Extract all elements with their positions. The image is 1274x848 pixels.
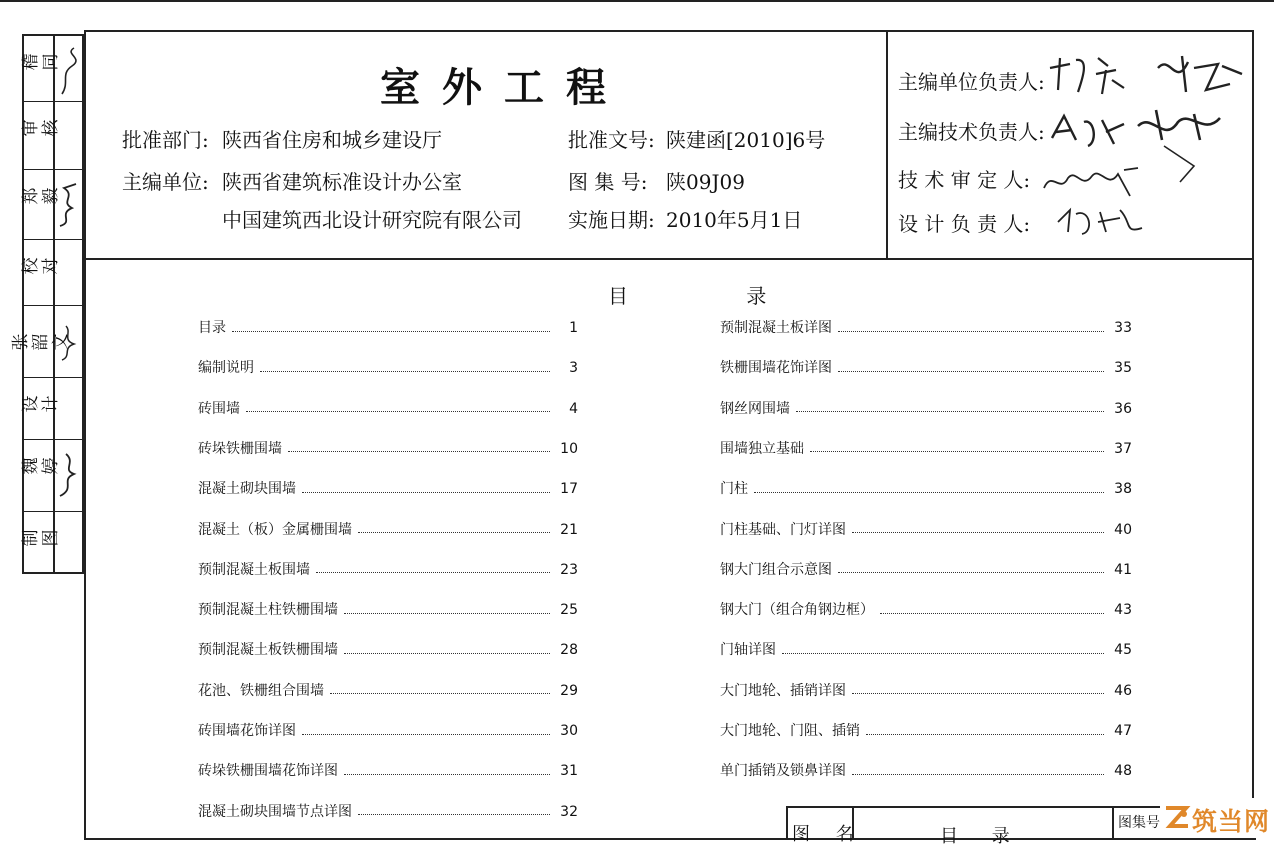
toc-entry-page: 43 — [1114, 602, 1132, 619]
approval-no-label: 批准文号: — [568, 128, 655, 152]
toc-leader-dots — [344, 774, 550, 775]
toc-leader-dots — [838, 331, 1104, 332]
toc-entry — [198, 439, 578, 459]
toc-entry-page: 4 — [569, 400, 578, 417]
toc-entry-page: 10 — [560, 440, 578, 457]
toc-entry — [198, 358, 578, 378]
toc-entry — [198, 761, 578, 781]
toc-entry-page: 17 — [560, 481, 578, 498]
toc-leader-dots — [852, 693, 1104, 694]
toc-entry-page: 36 — [1114, 400, 1132, 417]
toc-entry-title: 混凝土砌块围墙节点详图 — [198, 803, 352, 820]
title-block-divider — [1112, 806, 1114, 838]
signature-image — [56, 44, 80, 98]
signature-image — [56, 314, 80, 368]
signoff-sidebar — [11, 34, 84, 574]
toc-entry-page: 46 — [1114, 682, 1132, 699]
sidebar-row — [21, 36, 82, 102]
toc-entry-title: 门柱 — [720, 481, 748, 498]
sidebar-label: 稽 同 — [21, 53, 61, 71]
toc-leader-dots — [316, 572, 550, 573]
toc-entry-title: 砖围墙花饰详图 — [198, 723, 296, 739]
toc-entry-page: 29 — [560, 682, 578, 699]
toc-entry — [720, 600, 1132, 620]
toc-entry — [720, 761, 1132, 781]
toc-entry-page: 25 — [560, 602, 578, 619]
toc-entry — [198, 721, 578, 741]
toc-entry-page: 38 — [1114, 481, 1132, 498]
atlas-no-label: 图 集 号: — [568, 170, 648, 194]
signature-image — [1038, 160, 1148, 200]
sidebar-row — [21, 512, 82, 574]
sidebar-row — [21, 240, 82, 306]
toc-entry-title: 编制说明 — [198, 360, 254, 377]
toc-leader-dots — [838, 572, 1104, 573]
toc-entry — [720, 399, 1132, 419]
sidebar-label: 审 核 — [21, 119, 61, 137]
toc-entry-page: 45 — [1114, 642, 1132, 659]
toc-leader-dots — [260, 371, 550, 372]
sidebar-label: 郑 毅 — [21, 187, 61, 205]
toc-entry-title: 围墙独立基础 — [720, 440, 804, 457]
header-divider-horizontal — [84, 258, 1254, 260]
toc-heading: 目 录 — [608, 284, 823, 308]
title-block-name-value: 目 录 — [940, 826, 1024, 847]
header-divider-vertical — [886, 30, 888, 260]
approval-dept-value: 陕西省住房和城乡建设厅 — [222, 128, 442, 152]
toc-entry-page: 21 — [560, 521, 578, 538]
toc-entry-page: 23 — [560, 561, 578, 578]
toc-entry-page: 47 — [1114, 723, 1132, 739]
toc-entry — [198, 399, 578, 419]
toc-leader-dots — [866, 734, 1104, 735]
sidebar-label: 校 对 — [21, 257, 61, 275]
toc-entry-title: 混凝土砌块围墙 — [198, 481, 296, 498]
toc-entry-title: 预制混凝土板详图 — [720, 320, 832, 336]
toc-entry — [720, 520, 1132, 540]
toc-entry — [720, 681, 1132, 701]
toc-entry-title: 大门地轮、插销详图 — [720, 682, 846, 699]
toc-entry-page: 32 — [560, 803, 578, 820]
toc-entry-title: 砖垛铁栅围墙 — [198, 440, 282, 457]
toc-entry — [720, 358, 1132, 378]
toc-leader-dots — [302, 734, 550, 735]
sidebar-label: 设 计 — [21, 395, 61, 413]
toc-entry — [198, 520, 578, 540]
logo-text: 筑当网 — [1192, 807, 1271, 836]
sidebar-label: 魏 婷 — [21, 457, 61, 475]
sidebar-row — [21, 170, 82, 240]
sidebar-row — [21, 378, 82, 440]
toc-entry — [198, 600, 578, 620]
responsible-label: 技 术 审 定 人: — [898, 168, 1031, 192]
editor-unit-label: 主编单位: — [122, 170, 209, 194]
toc-entry — [198, 681, 578, 701]
toc-entry-page: 37 — [1114, 440, 1132, 457]
editor-unit-value: 陕西省建筑标准设计办公室 — [222, 170, 462, 194]
toc-entry — [720, 318, 1132, 338]
toc-leader-dots — [344, 653, 550, 654]
toc-entry-title: 钢大门（组合角钢边框） — [720, 602, 874, 619]
toc-entry — [198, 560, 578, 580]
toc-entry-page: 31 — [560, 763, 578, 780]
approval-dept-label: 批准部门: — [122, 128, 209, 152]
toc-entry-title: 铁栅围墙花饰详图 — [720, 360, 832, 377]
toc-leader-dots — [288, 451, 550, 452]
effective-date-label: 实施日期: — [568, 208, 655, 232]
responsible-label: 主编单位负责人: — [898, 70, 1045, 94]
signature-image — [56, 178, 80, 232]
sidebar-row — [21, 440, 82, 512]
toc-leader-dots — [782, 653, 1104, 654]
toc-entry-title: 花池、铁栅组合围墙 — [198, 682, 324, 699]
toc-entry — [198, 479, 578, 499]
toc-leader-dots — [754, 492, 1104, 493]
effective-date-value: 2010年5月1日 — [666, 208, 803, 232]
toc-leader-dots — [880, 613, 1104, 614]
responsible-label: 设 计 负 责 人: — [898, 212, 1031, 236]
toc-entry-title: 目录 — [198, 320, 226, 336]
toc-entry-title: 砖围墙 — [198, 400, 240, 417]
toc-entry-page: 3 — [569, 360, 578, 377]
toc-leader-dots — [852, 532, 1104, 533]
toc-entry-title: 预制混凝土板铁栅围墙 — [198, 642, 338, 659]
page-title: 室外工程 — [380, 65, 628, 111]
watermark-logo — [1160, 798, 1274, 838]
logo-icon — [1162, 802, 1192, 832]
toc-entry-title: 砖垛铁栅围墙花饰详图 — [198, 763, 338, 780]
toc-entry — [720, 721, 1132, 741]
toc-entry — [720, 640, 1132, 660]
toc-entry — [720, 560, 1132, 580]
toc-entry-title: 单门插销及锁鼻详图 — [720, 763, 846, 780]
signature-image — [56, 448, 80, 502]
sidebar-label: 张韶文 — [11, 333, 71, 351]
toc-entry — [720, 439, 1132, 459]
title-block-name-label: 图 名 — [792, 824, 864, 845]
toc-entry-page: 35 — [1114, 360, 1132, 377]
toc-leader-dots — [852, 774, 1104, 775]
sidebar-row — [21, 102, 82, 170]
toc-entry-title: 预制混凝土板围墙 — [198, 561, 310, 578]
toc-entry-title: 大门地轮、门阻、插销 — [720, 723, 860, 739]
toc-entry-title: 预制混凝土柱铁栅围墙 — [198, 602, 338, 619]
toc-entry-title: 混凝土（板）金属栅围墙 — [198, 521, 352, 538]
toc-leader-dots — [344, 613, 550, 614]
toc-entry-page: 28 — [560, 642, 578, 659]
toc-leader-dots — [232, 331, 550, 332]
toc-leader-dots — [246, 411, 550, 412]
signature-image — [1046, 44, 1250, 100]
toc-entry — [198, 802, 578, 822]
toc-leader-dots — [358, 532, 550, 533]
signature-image — [1054, 202, 1150, 238]
toc-leader-dots — [302, 492, 550, 493]
sidebar-row — [11, 306, 82, 378]
toc-entry-page: 40 — [1114, 521, 1132, 538]
toc-leader-dots — [838, 371, 1104, 372]
toc-leader-dots — [810, 451, 1104, 452]
toc-entry-title: 门轴详图 — [720, 642, 776, 659]
toc-entry-page: 41 — [1114, 561, 1132, 578]
toc-leader-dots — [330, 693, 550, 694]
sidebar-label: 制 图 — [21, 529, 61, 547]
toc-entry-title: 钢丝网围墙 — [720, 400, 790, 417]
toc-leader-dots — [796, 411, 1104, 412]
responsible-label: 主编技术负责人: — [898, 120, 1045, 144]
toc-leader-dots — [358, 814, 550, 815]
toc-entry-page: 48 — [1114, 763, 1132, 780]
toc-entry-page: 30 — [560, 723, 578, 739]
toc-entry-page: 33 — [1114, 320, 1132, 336]
top-border-line — [0, 0, 1274, 2]
toc-entry-title: 门柱基础、门灯详图 — [720, 521, 846, 538]
approval-no-value: 陕建函[2010]6号 — [666, 128, 826, 152]
toc-entry-title: 钢大门组合示意图 — [720, 561, 832, 578]
toc-entry — [720, 479, 1132, 499]
toc-entry — [198, 640, 578, 660]
atlas-no-value: 陕09J09 — [666, 170, 745, 194]
toc-entry — [198, 318, 578, 338]
editor-unit-value-2: 中国建筑西北设计研究院有限公司 — [222, 208, 522, 232]
title-block-atlas-label: 图集号 — [1118, 815, 1160, 831]
toc-entry-page: 1 — [569, 320, 578, 336]
